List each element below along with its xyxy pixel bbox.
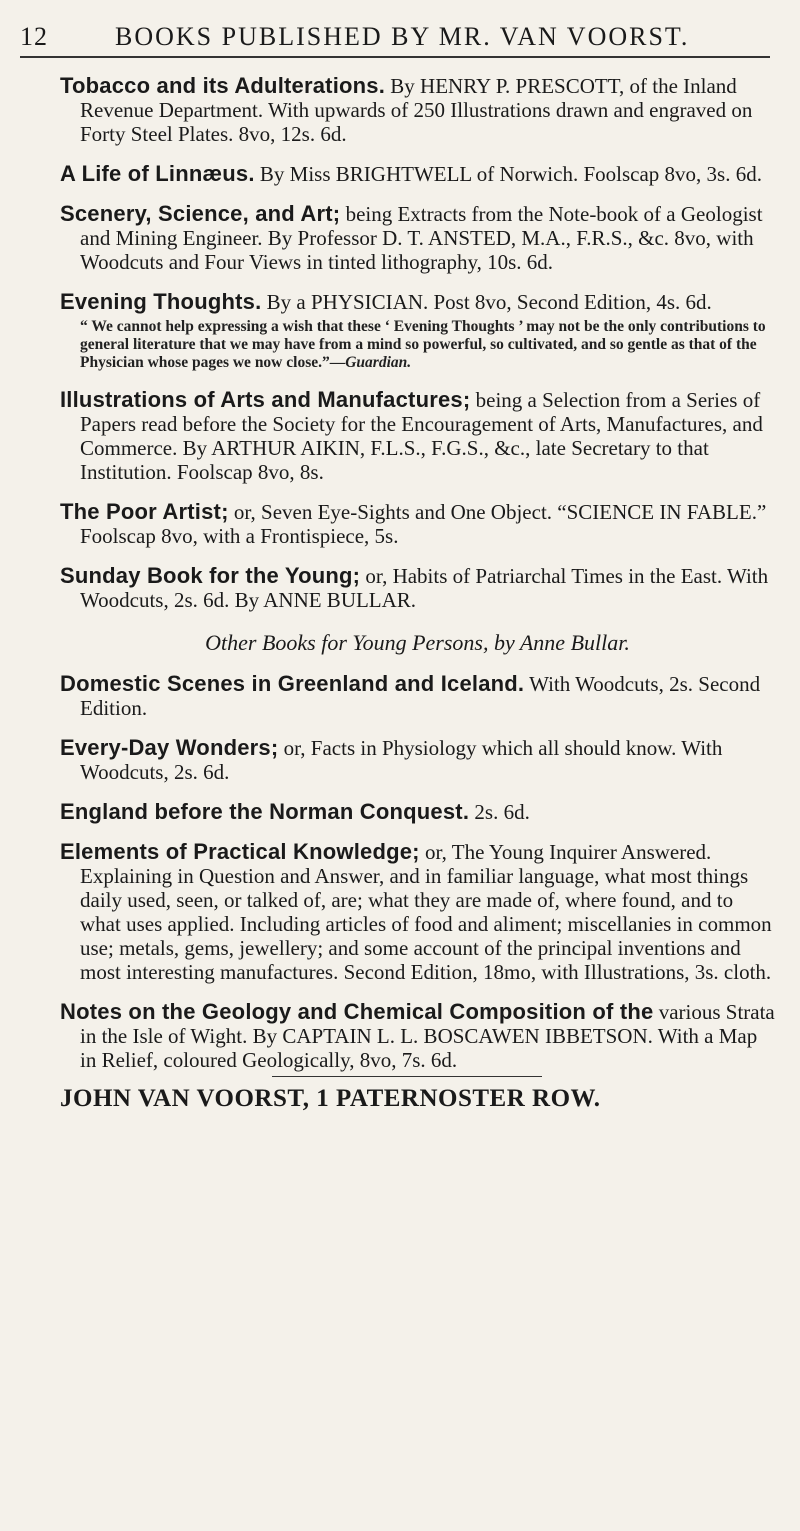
entry-description: or, Facts in Physiology which all should know. With Woodcuts, 2s. 6d. bbox=[80, 736, 723, 784]
catalogue-entry bbox=[60, 162, 775, 186]
entry-title: Evening Thoughts. bbox=[60, 289, 262, 314]
catalogue-entry bbox=[60, 202, 775, 274]
catalogue-entry bbox=[60, 500, 775, 548]
catalogue-entry bbox=[60, 736, 775, 784]
catalogue-entry bbox=[60, 564, 775, 612]
entry-title: Notes on the Geology and Chemical Composition of the bbox=[60, 999, 654, 1024]
entry-title: England before the Norman Conquest. bbox=[60, 799, 470, 824]
entry-description: being Extracts from the Note-book of a Geologist and Mining Engineer. By Professor D. T. ANSTED, M.A., F.R.S., &c. 8vo, with Woodcuts and Four Views in tinted lithography, 10s. 6d. bbox=[80, 202, 763, 274]
entry-title: Elements of Practical Knowledge; bbox=[60, 839, 420, 864]
entry-description: or, Habits of Patriarchal Times in the East. With Woodcuts, 2s. 6d. By ANNE BULLAR. bbox=[80, 564, 769, 612]
entry-title: Sunday Book for the Young; bbox=[60, 563, 361, 588]
entry-title: A Life of Linnæus. bbox=[60, 161, 255, 186]
quote-source: Guardian. bbox=[345, 354, 412, 371]
entry-description: various Strata in the Isle of Wight. By CAPTAIN L. L. BOSCAWEN IBBETSON. With a Map in Relief, coloured Geologically, 8vo, 7s. 6d. bbox=[80, 1000, 775, 1072]
catalogue-entry bbox=[60, 800, 775, 824]
catalogue-entry bbox=[60, 388, 775, 484]
entry-description: By HENRY P. PRESCOTT, of the Inland Revenue Department. With upwards of 250 Illustrations drawn and engraved on Forty Steel Plates. 8vo, 12s. 6d. bbox=[80, 74, 753, 146]
entry-description: By a PHYSICIAN. Post 8vo, Second Edition, 4s. 6d. bbox=[261, 290, 712, 314]
section-subheading: Other Books for Young Persons, by Anne Bullar. bbox=[205, 630, 630, 655]
publisher-imprint: JOHN VAN VOORST, 1 PATERNOSTER ROW. bbox=[60, 1085, 601, 1112]
catalogue-entry bbox=[60, 74, 775, 146]
running-head bbox=[20, 14, 770, 54]
catalogue-entry bbox=[60, 1000, 775, 1072]
entry-description: or, Seven Eye-Sights and One Object. “SCIENCE IN FABLE.” Foolscap 8vo, with a Frontispiece, 5s. bbox=[80, 500, 767, 548]
catalogue-entry bbox=[60, 290, 775, 314]
entry-title: Tobacco and its Adulterations. bbox=[60, 73, 386, 98]
catalogue-entry bbox=[60, 840, 775, 984]
entry-title: Every-Day Wonders; bbox=[60, 735, 279, 760]
entry-description: or, The Young Inquirer Answered. Explaining in Question and Answer, and in familiar language, what most things daily used, seen, or talked of, are; what they are made of, where found, and to what uses applied. Including articles of food and aliment; miscellanies in common use; metals, gems, jewellery; and some account of the principal inventions and most interesting manufactures. Second Edition, 18mo, with Illustrations, 3s. cloth. bbox=[80, 840, 772, 984]
entry-description: being a Selection from a Series of Papers read before the Society for the Encouragement of Arts, Manufactures, and Commerce. By ARTHUR AIKIN, F.L.S., F.G.S., &c., late Secretary to that Institution. Foolscap 8vo, 8s. bbox=[80, 388, 763, 484]
entry-description: 2s. 6d. bbox=[469, 800, 530, 824]
header-rule bbox=[20, 56, 770, 58]
entry-title: Domestic Scenes in Greenland and Iceland. bbox=[60, 671, 525, 696]
entry-description: By Miss BRIGHTWELL of Norwich. Foolscap 8vo, 3s. 6d. bbox=[254, 162, 762, 186]
catalogue-entry bbox=[60, 672, 775, 720]
quote-text: “ We cannot help expressing a wish that these ‘ Evening Thoughts ’ may not be the only contributions to general literature that we may have from a mind so powerful, so cultivated, and so gentle as that of the Physician whose pages we now close.”— bbox=[80, 318, 766, 371]
review-quote bbox=[60, 318, 775, 372]
entry-description: With Woodcuts, 2s. Second Edition. bbox=[80, 672, 761, 720]
entry-title: The Poor Artist; bbox=[60, 499, 229, 524]
entry-title: Illustrations of Arts and Manufactures; bbox=[60, 387, 471, 412]
catalogue-content bbox=[60, 62, 775, 1113]
footer-rule bbox=[272, 1076, 542, 1077]
entry-title: Scenery, Science, and Art; bbox=[60, 201, 341, 226]
page-number: 12 bbox=[20, 22, 48, 51]
running-head-title: BOOKS PUBLISHED BY MR. VAN VOORST. bbox=[115, 22, 690, 51]
